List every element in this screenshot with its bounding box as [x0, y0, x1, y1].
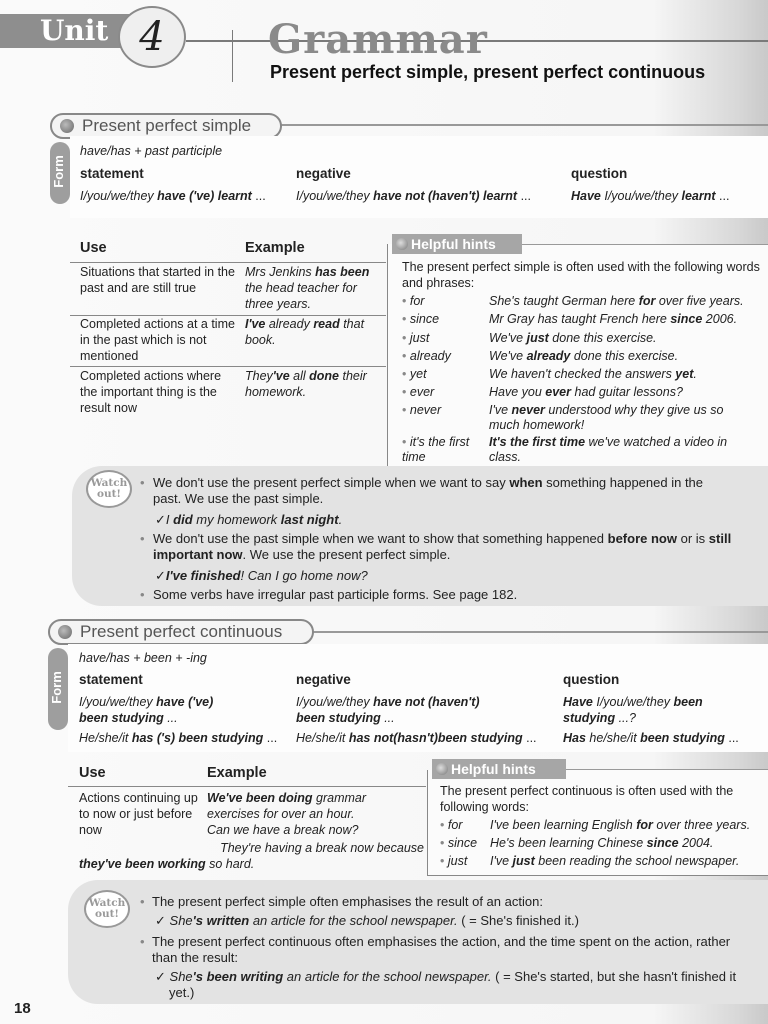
text-run-bold: never	[511, 403, 545, 417]
text-run-bold: still important now	[153, 531, 732, 562]
hint-word	[402, 403, 441, 418]
column-header-question: question	[571, 166, 628, 181]
column-header-question: question	[563, 672, 620, 687]
text-run-bold: have not (haven't) learnt	[373, 189, 518, 203]
hint-word	[402, 312, 439, 327]
hint-example	[489, 367, 697, 382]
hint-example	[489, 403, 749, 433]
negative-form	[296, 188, 531, 204]
bullet: •	[402, 312, 407, 326]
hint-word-text: yet	[409, 367, 427, 381]
bullet	[140, 475, 148, 491]
text-run: I/you/we/they	[600, 189, 682, 203]
formula	[80, 143, 222, 159]
example-header: Example	[245, 240, 305, 256]
hints-bullet-icon	[436, 763, 448, 775]
watch-example	[155, 512, 342, 528]
text-run-bold: I've	[245, 317, 266, 331]
text-run-bold: Have	[563, 695, 593, 709]
header-divider	[232, 30, 233, 82]
hint-word-text: for	[447, 818, 463, 832]
text-run: They're having a break now because	[220, 841, 424, 855]
column-header-negative: negative	[296, 672, 351, 687]
text-run-bold: been studying	[296, 711, 381, 725]
hint-example	[490, 854, 739, 869]
formula	[79, 650, 207, 666]
text-run-bold: have not (haven't)	[373, 695, 480, 709]
hint-word-text: it's the first time	[402, 435, 470, 464]
hint-word	[440, 836, 477, 851]
text-run-bold: 've been doing	[225, 791, 313, 805]
statement-form	[79, 694, 289, 726]
bullet-glyph: •	[140, 531, 145, 546]
bullet-glyph: •	[140, 894, 145, 909]
hint-example	[489, 312, 737, 327]
helpful-hints-header	[432, 759, 566, 779]
page-title: Grammar	[268, 16, 488, 63]
hint-word	[440, 854, 467, 869]
use-header: Use	[80, 240, 107, 256]
text-run: an article for the school newspaper.	[283, 969, 492, 984]
hint-word-text: for	[409, 294, 425, 308]
table-rule	[70, 366, 386, 367]
text-run-bold: for	[638, 294, 656, 308]
text-run: 2004.	[678, 836, 714, 850]
text-run: I've been learning English	[490, 818, 637, 832]
text-run: done this exercise.	[548, 331, 657, 345]
unit-number-badge	[118, 6, 186, 68]
section-rule	[300, 631, 768, 633]
bullet	[140, 531, 148, 547]
text-run: done this exercise.	[570, 349, 679, 363]
text-run: We don't use the past simple when we want to show that something happened	[153, 531, 608, 546]
text-run: I	[165, 512, 174, 527]
example-row-3	[245, 368, 385, 400]
formula-text: have/has + been + -ing	[79, 651, 207, 665]
hint-example	[489, 294, 744, 309]
text-run-bold: when	[509, 475, 543, 490]
hints-title: Helpful hints	[451, 761, 536, 777]
text-run: She	[169, 969, 193, 984]
hint-word-text: since	[409, 312, 440, 326]
text-run: all	[289, 369, 310, 383]
text-run: I/you/we/they	[296, 695, 374, 709]
text-run: 2006.	[702, 312, 738, 326]
text-run: my homework	[192, 512, 281, 527]
page-subtitle: Present perfect simple, present perfect continuous	[270, 62, 706, 82]
hint-example	[489, 349, 678, 364]
hint-word	[402, 367, 427, 382]
bullet-glyph: •	[140, 934, 145, 949]
watch-point: The present perfect simple often emphasises the result of an action:	[152, 894, 543, 909]
bullet: •	[402, 435, 407, 449]
watch-point	[153, 531, 753, 563]
text-run: over five years.	[655, 294, 744, 308]
bullet-glyph: •	[140, 587, 145, 602]
text-run-bold: has ('s) been studying	[131, 731, 264, 745]
text-run-bold: read	[313, 317, 340, 331]
hints-rule	[565, 769, 768, 770]
use-row-1: Actions continuing up to now or just before now	[79, 791, 198, 837]
text-run-bold: been	[673, 695, 703, 709]
text-run-bold: 've	[272, 369, 290, 383]
text-run-bold: already	[526, 349, 571, 363]
text-run-bold: Has	[563, 731, 586, 745]
text-run-bold: has been	[315, 265, 370, 279]
watch-out-badge	[86, 470, 132, 508]
text-run: over three years.	[652, 818, 751, 832]
negative-form-3rd-person	[296, 730, 537, 746]
tick-icon: ✓	[155, 512, 166, 527]
text-run-bold: yet	[675, 367, 694, 381]
text-run: ! Can I go home now?	[240, 568, 368, 583]
bullet	[140, 894, 148, 910]
text-run-bold: Have	[571, 189, 601, 203]
section-rule	[270, 124, 768, 126]
hint-word-text: never	[409, 403, 442, 417]
hint-word-text: just	[409, 331, 430, 345]
section-title-text: Present perfect simple	[82, 116, 252, 135]
text-run: I've	[489, 403, 512, 417]
text-run: ...	[251, 189, 266, 203]
form-tab	[48, 648, 68, 730]
text-run: He/she/it	[79, 731, 132, 745]
table-rule	[70, 262, 386, 263]
unit-number: 4	[139, 14, 165, 60]
text-run: We've	[489, 331, 527, 345]
bullet-glyph: •	[140, 475, 145, 490]
text-run-bold: learnt	[681, 189, 716, 203]
statement-form-3rd-person	[79, 730, 277, 746]
hint-word-text: ever	[409, 385, 435, 399]
text-run: the head teacher for three years.	[245, 281, 357, 311]
text-run: ...	[724, 731, 739, 745]
text-run: ...?	[615, 711, 636, 725]
text-run: had guitar lessons?	[571, 385, 683, 399]
hint-example	[490, 818, 750, 833]
text-run-bold: did	[173, 512, 193, 527]
text-run: He/she/it	[296, 731, 349, 745]
hint-word	[402, 385, 434, 400]
bullet: •	[440, 854, 445, 868]
bullet	[140, 587, 148, 603]
text-run: ...	[517, 189, 532, 203]
text-run-bold: just	[526, 331, 549, 345]
text-run: She's taught German here	[489, 294, 639, 308]
page-number: 18	[14, 1000, 31, 1017]
watch-example	[155, 969, 751, 1001]
text-run-bold: done	[309, 369, 339, 383]
bullet: •	[440, 836, 445, 850]
section-bullet-icon	[60, 119, 74, 133]
bullet: •	[402, 403, 407, 417]
text-run: I've	[490, 854, 513, 868]
bullet: •	[402, 331, 407, 345]
text-run: already	[265, 317, 314, 331]
bullet: •	[402, 294, 407, 308]
tick-icon: ✓	[155, 568, 166, 583]
badge-line: Watch	[90, 477, 128, 489]
text-run-bold: studying	[563, 711, 616, 725]
text-run-bold: for	[636, 818, 653, 832]
text-run: grammar exercises for over an hour.	[207, 791, 367, 821]
text-run: an article for the school newspaper.	[249, 913, 458, 928]
hints-rule	[520, 244, 768, 245]
hint-word	[402, 331, 429, 346]
text-run: or is	[676, 531, 709, 546]
badge-line: out!	[96, 488, 122, 500]
text-run: She	[169, 913, 193, 928]
text-run: ...	[163, 711, 178, 725]
text-run: He's been learning Chinese	[490, 836, 647, 850]
hints-title: Helpful hints	[411, 236, 496, 252]
text-run: that book.	[245, 317, 365, 347]
example-row-1	[245, 264, 385, 312]
hint-example	[489, 331, 657, 346]
form-tab	[50, 142, 70, 204]
text-run: so hard.	[205, 857, 255, 871]
text-run-bold: last night	[280, 512, 339, 527]
bullet	[140, 934, 148, 950]
text-run: . We use the present perfect simple.	[242, 547, 451, 562]
section-title-present-perfect-continuous	[48, 619, 314, 645]
text-run-bold: I've finished	[165, 568, 241, 583]
text-run-bold: before now	[607, 531, 677, 546]
text-run: ...	[715, 189, 730, 203]
watch-point: Some verbs have irregular past participle forms. See page 182.	[153, 587, 518, 602]
text-run: .	[693, 367, 697, 381]
section-bullet-icon	[58, 625, 72, 639]
text-run-bold: has not(hasn't)been studying	[348, 731, 523, 745]
text-run: been reading the school newspaper.	[534, 854, 740, 868]
text-run: something happened in the past. We use the past simple.	[153, 475, 704, 506]
question-form-3rd-person	[563, 730, 739, 746]
hint-example	[489, 385, 683, 400]
question-form	[563, 694, 763, 726]
formula-text: have/has + past participle	[80, 144, 223, 158]
use-header: Use	[79, 765, 106, 781]
text-run-bold: have ('ve)	[156, 695, 214, 709]
bullet: •	[440, 818, 445, 832]
hint-example	[490, 836, 713, 851]
statement-form	[80, 188, 266, 204]
text-run-bold: since	[646, 836, 679, 850]
bullet: •	[402, 385, 407, 399]
text-run-bold: ever	[545, 385, 572, 399]
badge-line: out!	[94, 908, 120, 920]
text-run: ...	[263, 731, 278, 745]
column-header-statement: statement	[80, 166, 144, 181]
helpful-hints-header	[392, 234, 522, 254]
example-row-3-cont	[79, 856, 254, 872]
hint-word-text: since	[447, 836, 478, 850]
unit-label	[0, 14, 130, 48]
text-run-bold: just	[512, 854, 535, 868]
watch-out-badge	[84, 890, 130, 928]
text-run-bold: have ('ve) learnt	[157, 189, 252, 203]
text-run: I/you/we/they	[592, 695, 674, 709]
text-run: he/she/it	[585, 731, 641, 745]
example-row-3	[79, 840, 424, 856]
text-run: ...	[522, 731, 537, 745]
hint-word	[402, 294, 424, 309]
bullet: •	[402, 349, 407, 363]
text-run-bold: It's the first time	[489, 435, 586, 449]
table-rule	[68, 786, 426, 787]
watch-example	[155, 913, 579, 929]
example-header: Example	[207, 765, 267, 781]
watch-example	[155, 568, 368, 584]
hints-intro: The present perfect continuous is often used with the following words:	[440, 784, 734, 814]
text-run-bold: since	[670, 312, 703, 326]
hint-word	[402, 349, 451, 364]
unit-label-text: Unit	[40, 14, 109, 47]
tick-icon: ✓	[155, 913, 166, 928]
use-row-1: Situations that started in the past and are still true	[80, 265, 235, 295]
watch-point	[153, 475, 713, 507]
text-run: Can we have a break now?	[207, 823, 359, 837]
example-row-2	[207, 822, 358, 838]
use-row-2: Completed actions at a time in the past which is not mentioned	[80, 317, 235, 363]
text-run: their homework.	[245, 369, 367, 399]
negative-form	[296, 694, 556, 726]
text-run-bold: been studying	[640, 731, 725, 745]
example-row-1	[207, 790, 417, 822]
text-run: We don't use the present perfect simple when we want to say	[153, 475, 510, 490]
text-run: ...	[380, 711, 395, 725]
section-title-text: Present perfect continuous	[80, 622, 283, 641]
text-run-bold: We	[207, 791, 226, 805]
text-run: Mr Gray has taught French here	[489, 312, 671, 326]
hints-intro: The present perfect simple is often used with the following words and phrases:	[402, 260, 760, 290]
column-header-statement: statement	[79, 672, 143, 687]
text-run-bold: they've been working	[79, 857, 206, 871]
hint-word-text: already	[409, 349, 451, 363]
text-run: They	[245, 369, 273, 383]
hint-word	[440, 818, 462, 833]
hint-word	[402, 435, 482, 465]
text-run: Have you	[489, 385, 546, 399]
form-tab-label: Form	[48, 671, 64, 704]
text-run: We haven't checked the answers	[489, 367, 676, 381]
tick-icon: ✓	[155, 969, 166, 984]
hint-example	[489, 435, 751, 465]
text-run: .	[338, 512, 343, 527]
text-run: I/you/we/they	[80, 189, 158, 203]
text-run: ( = She's started, but she hasn't finished it yet.)	[169, 969, 737, 1000]
column-header-negative: negative	[296, 166, 351, 181]
hint-word-text: just	[447, 854, 468, 868]
watch-point: The present perfect continuous often emphasises the action, and the time spent on the action, rather than the result:	[152, 934, 731, 965]
example-row-2	[245, 316, 385, 348]
text-run: Mrs Jenkins	[245, 265, 316, 279]
text-run: understood why they give us so much homework!	[489, 403, 724, 432]
form-tab-label: Form	[50, 155, 66, 188]
text-run: I/you/we/they	[296, 189, 374, 203]
text-run: ( = She's finished it.)	[457, 913, 579, 928]
use-row-3: Completed actions where the important thing is the result now	[80, 369, 222, 415]
text-run-bold: 's written	[192, 913, 250, 928]
text-run: We've	[489, 349, 527, 363]
badge-line: Watch	[88, 897, 126, 909]
text-run: I/you/we/they	[79, 695, 157, 709]
text-run-bold: been studying	[79, 711, 164, 725]
text-run: we've watched a video in class.	[489, 435, 728, 464]
text-run-bold: 's been writing	[192, 969, 284, 984]
question-form	[571, 188, 729, 204]
hints-bullet-icon	[396, 238, 408, 250]
bullet: •	[402, 367, 407, 381]
